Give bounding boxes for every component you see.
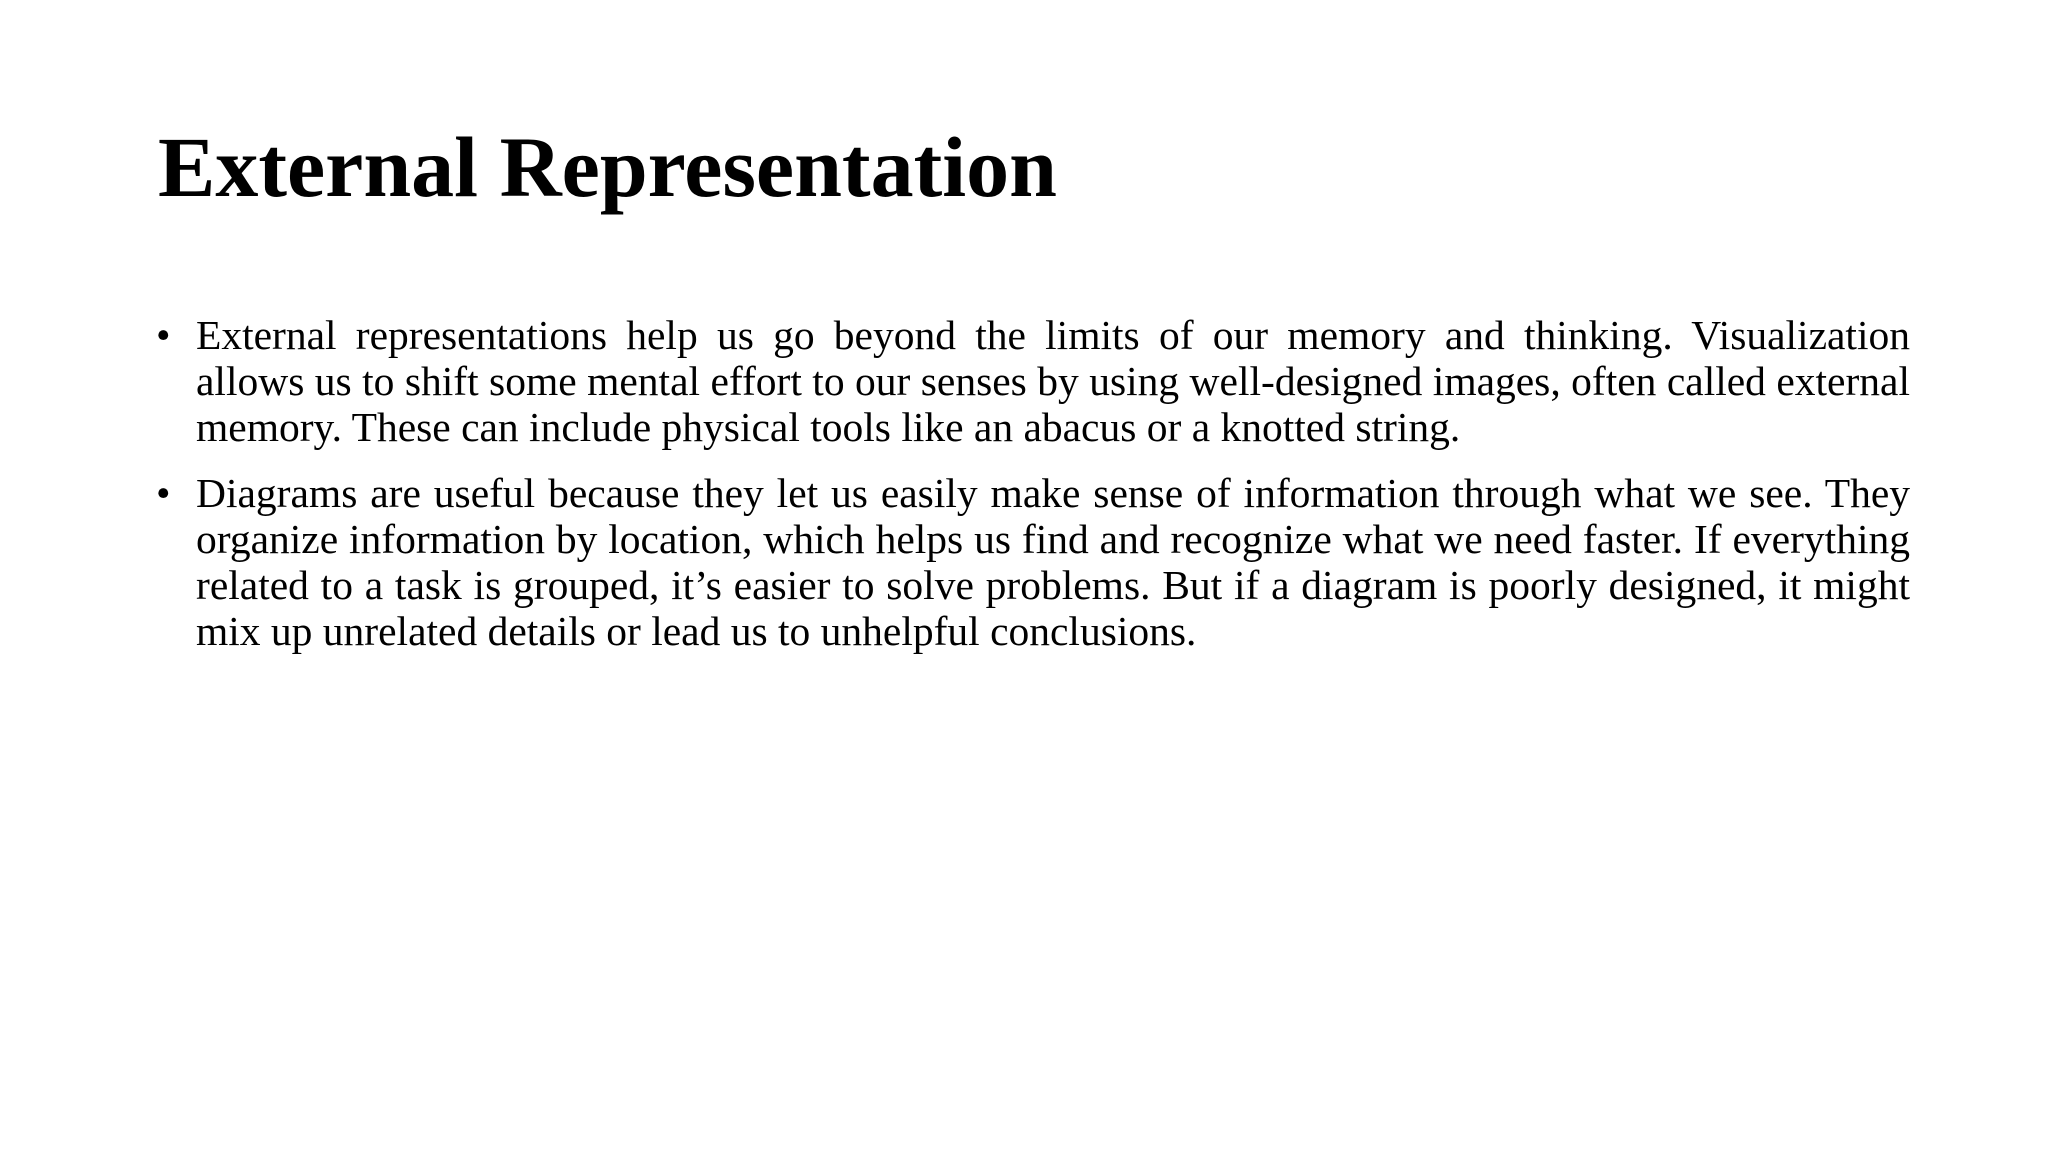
slide-title: External Representation bbox=[158, 119, 1057, 215]
bullet-item bbox=[156, 470, 1910, 654]
bullet-icon: • bbox=[156, 470, 171, 516]
bullet-list bbox=[156, 312, 1910, 674]
bullet-item bbox=[156, 312, 1910, 450]
bullet-text: Diagrams are useful because they let us easily make sense of information through what we see. They organize information by location, which helps us find and recognize what we need faster. If everything related to a task is grouped, it’s easier to solve problems. But if a diagram is poorly designed, it might mix up unrelated details or lead us to unhelpful conclusions. bbox=[196, 470, 1910, 654]
bullet-text: External representations help us go beyond the limits of our memory and thinking. Visualization allows us to shift some mental effort to our senses by using well-designed images, often called external memory. These can include physical tools like an abacus or a knotted string. bbox=[196, 312, 1910, 450]
bullet-icon: • bbox=[156, 312, 171, 358]
